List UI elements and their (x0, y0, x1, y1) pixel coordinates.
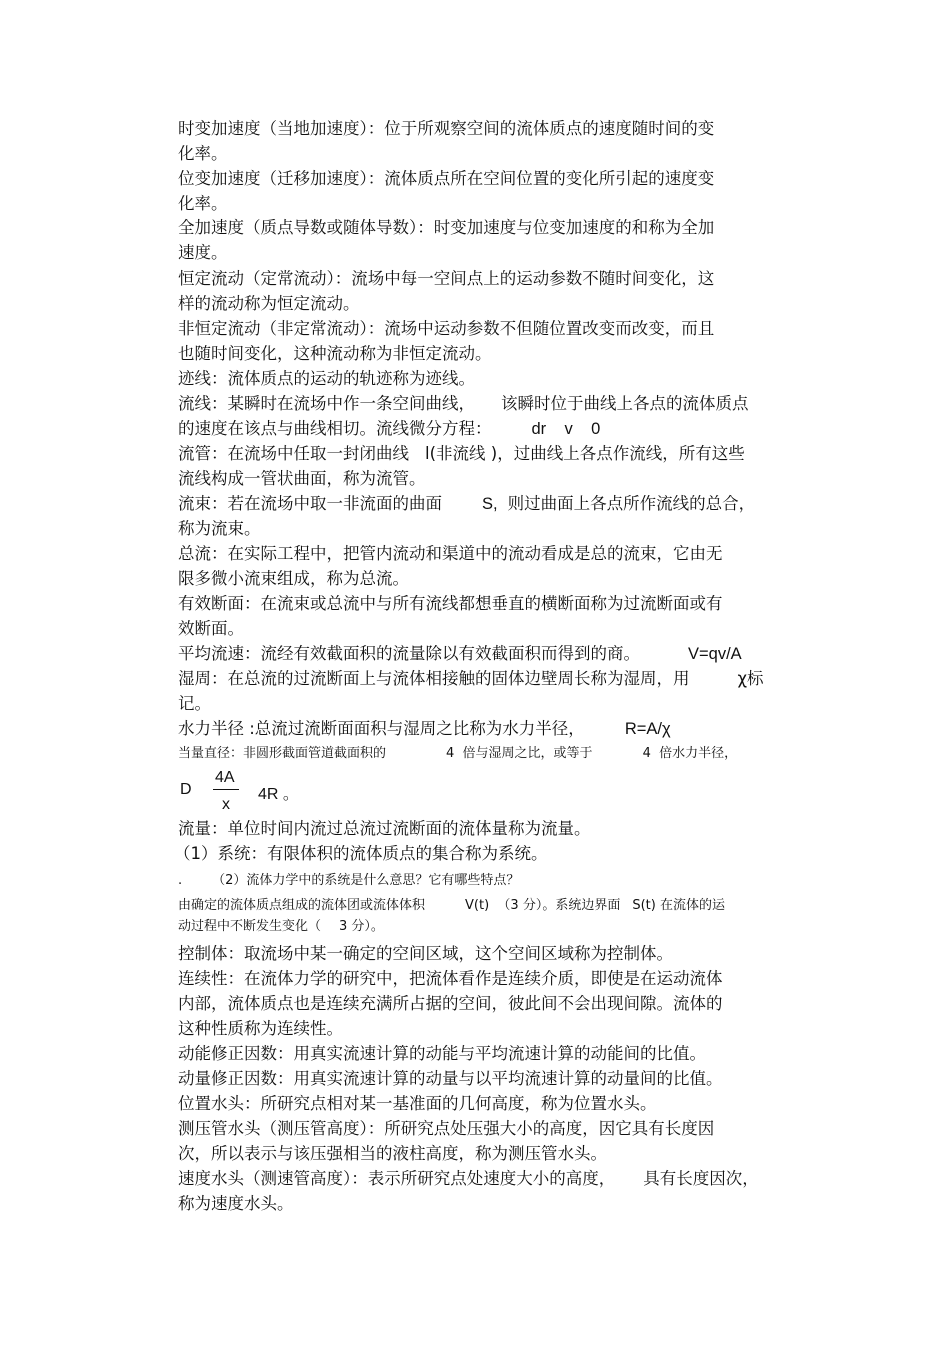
text-segment: 4 倍水力半径， (642, 746, 738, 761)
text-line: 化率。 (178, 144, 228, 163)
text-line: 位变加速度（迁移加速度）：流体质点所在空间位置的变化所引起的速度变 (178, 169, 715, 188)
text-segment: 流管：在流场中任取一封闭曲线 (178, 444, 409, 463)
text-line: 全加速度（质点导数或随体导数）：时变加速度与位变加速度的和称为全加 (178, 218, 715, 237)
text-segment: 动过程中不断发生变化（ (178, 919, 322, 934)
equation-d: D (180, 781, 192, 798)
text-line: 流量：单位时间内流过总流过流断面的流体量称为流量。 (178, 819, 591, 838)
text-segment: 的速度在该点与曲线相切。流线微分方程： (178, 419, 492, 438)
text-line: 动量修正因数：用真实流速计算的动量与以平均流速计算的动量间的比值。 (178, 1069, 723, 1088)
text-line: 记。 (178, 694, 211, 713)
text-line (178, 897, 725, 915)
text-line: 这种性质称为连续性。 (178, 1019, 343, 1038)
text-line (178, 918, 384, 936)
text-line (178, 745, 737, 763)
text-line: 总流：在实际工程中，把管内流动和渠道中的流动看成是总的流束，它由无 (178, 544, 723, 563)
text-segment: S(t) 在流体的运 (632, 898, 725, 913)
text-segment: 水力半径 :总流过流断面面积与湿周之比称为水力半径， (178, 719, 585, 738)
text-line (178, 668, 764, 690)
text-line: 效断面。 (178, 619, 244, 638)
text-line: 称为速度水头。 (178, 1194, 294, 1213)
text-segment: 3 分）。 (339, 919, 384, 934)
text-segment: 该瞬时位于曲线上各点的流体质点 (501, 394, 749, 413)
text-segment: 流束：若在流场中取一非流面的曲面 (178, 494, 442, 513)
fraction-bar (213, 789, 239, 790)
text-line: 化率。 (178, 194, 228, 213)
text-line: 称为流束。 (178, 519, 261, 538)
text-segment: 具有长度因次， (643, 1169, 759, 1188)
text-line (178, 643, 742, 665)
text-segment: 4 倍与湿周之比，或等于 (446, 746, 593, 761)
text-line (178, 418, 600, 440)
text-segment: l(非流线 )，过曲线上各点作流线，所有这些 (425, 444, 745, 463)
text-line: 控制体：取流场中某一确定的空间区域，这个空间区域称为控制体。 (178, 944, 673, 963)
equation-result: 4R 。 (258, 786, 299, 803)
text-segment: χ标 (737, 669, 764, 688)
text-segment: 由确定的流体质点组成的流体团或流体体积 (178, 898, 426, 913)
text-line (178, 718, 671, 740)
text-segment: 平均流速：流经有效截面积的流量除以有效截面积而得到的商。 (178, 644, 640, 663)
text-line: 样的流动称为恒定流动。 (178, 294, 360, 313)
text-line (178, 1168, 759, 1190)
text-segment: . (178, 873, 183, 888)
text-line: 连续性：在流体力学的研究中，把流体看作是连续介质，即使是在运动流体 (178, 969, 723, 988)
text-segment: 当量直径：非圆形截面管道截面积的 (178, 746, 387, 761)
text-line: 迹线：流体质点的运动的轨迹称为迹线。 (178, 369, 475, 388)
formula: V=qv/A (688, 645, 742, 663)
text-line (178, 443, 745, 465)
text-line: 流线构成一管状曲面，称为流管。 (178, 469, 426, 488)
text-segment: S, (482, 495, 498, 513)
text-line: 内部，流体质点也是连续充满所占据的空间，彼此间不会出现间隙。流体的 (178, 994, 723, 1013)
formula: R=A/χ (624, 720, 671, 738)
text-line (178, 393, 749, 415)
text-line: 测压管水头（测压管高度）：所研究点处压强大小的高度，因它具有长度因 (178, 1119, 715, 1138)
text-line: 恒定流动（定常流动）：流场中每一空间点上的运动参数不随时间变化，这 (178, 269, 715, 288)
text-line: 时变加速度（当地加速度）：位于所观察空间的流体质点的速度随时间的变 (178, 119, 715, 138)
text-segment: （2）流体力学中的系统是什么意思？它有哪些特点？ (212, 873, 520, 888)
text-segment: 速度水头（测速管高度）：表示所研究点处速度大小的高度， (178, 1169, 616, 1188)
text-segment: 湿周：在总流的过流断面上与流体相接触的固体边壁周长称为湿周，用 (178, 669, 690, 688)
text-segment: 则过曲面上各点所作流线的总合， (507, 494, 756, 513)
text-line: 有效断面：在流束或总流中与所有流线都想垂直的横断面称为过流断面或有 (178, 594, 723, 613)
text-line: （1）系统：有限体积的流体质点的集合称为系统。 (174, 844, 548, 863)
text-line: 次，所以表示与该压强相当的液柱高度，称为测压管水头。 (178, 1144, 607, 1163)
text-segment: 流线：某瞬时在流场中作一条空间曲线， (178, 394, 475, 413)
equation-denominator: x (222, 796, 230, 813)
text-line: 位置水头：所研究点相对某一基准面的几何高度，称为位置水头。 (178, 1094, 657, 1113)
streamline-equation: dr v 0 (531, 420, 601, 438)
text-line (178, 872, 519, 890)
text-segment: V(t) （3 分）。系统边界面 (465, 898, 621, 913)
text-line: 也随时间变化，这种流动称为非恒定流动。 (178, 344, 492, 363)
text-line (178, 493, 755, 515)
text-line: 速度。 (178, 243, 228, 262)
text-line: 非恒定流动（非定常流动）：流场中运动参数不但随位置改变而改变，而且 (178, 319, 715, 338)
equation-numerator: 4A (215, 769, 235, 786)
text-line: 限多微小流束组成，称为总流。 (178, 569, 409, 588)
text-line: 动能修正因数：用真实流速计算的动能与平均流速计算的动能间的比值。 (178, 1044, 706, 1063)
